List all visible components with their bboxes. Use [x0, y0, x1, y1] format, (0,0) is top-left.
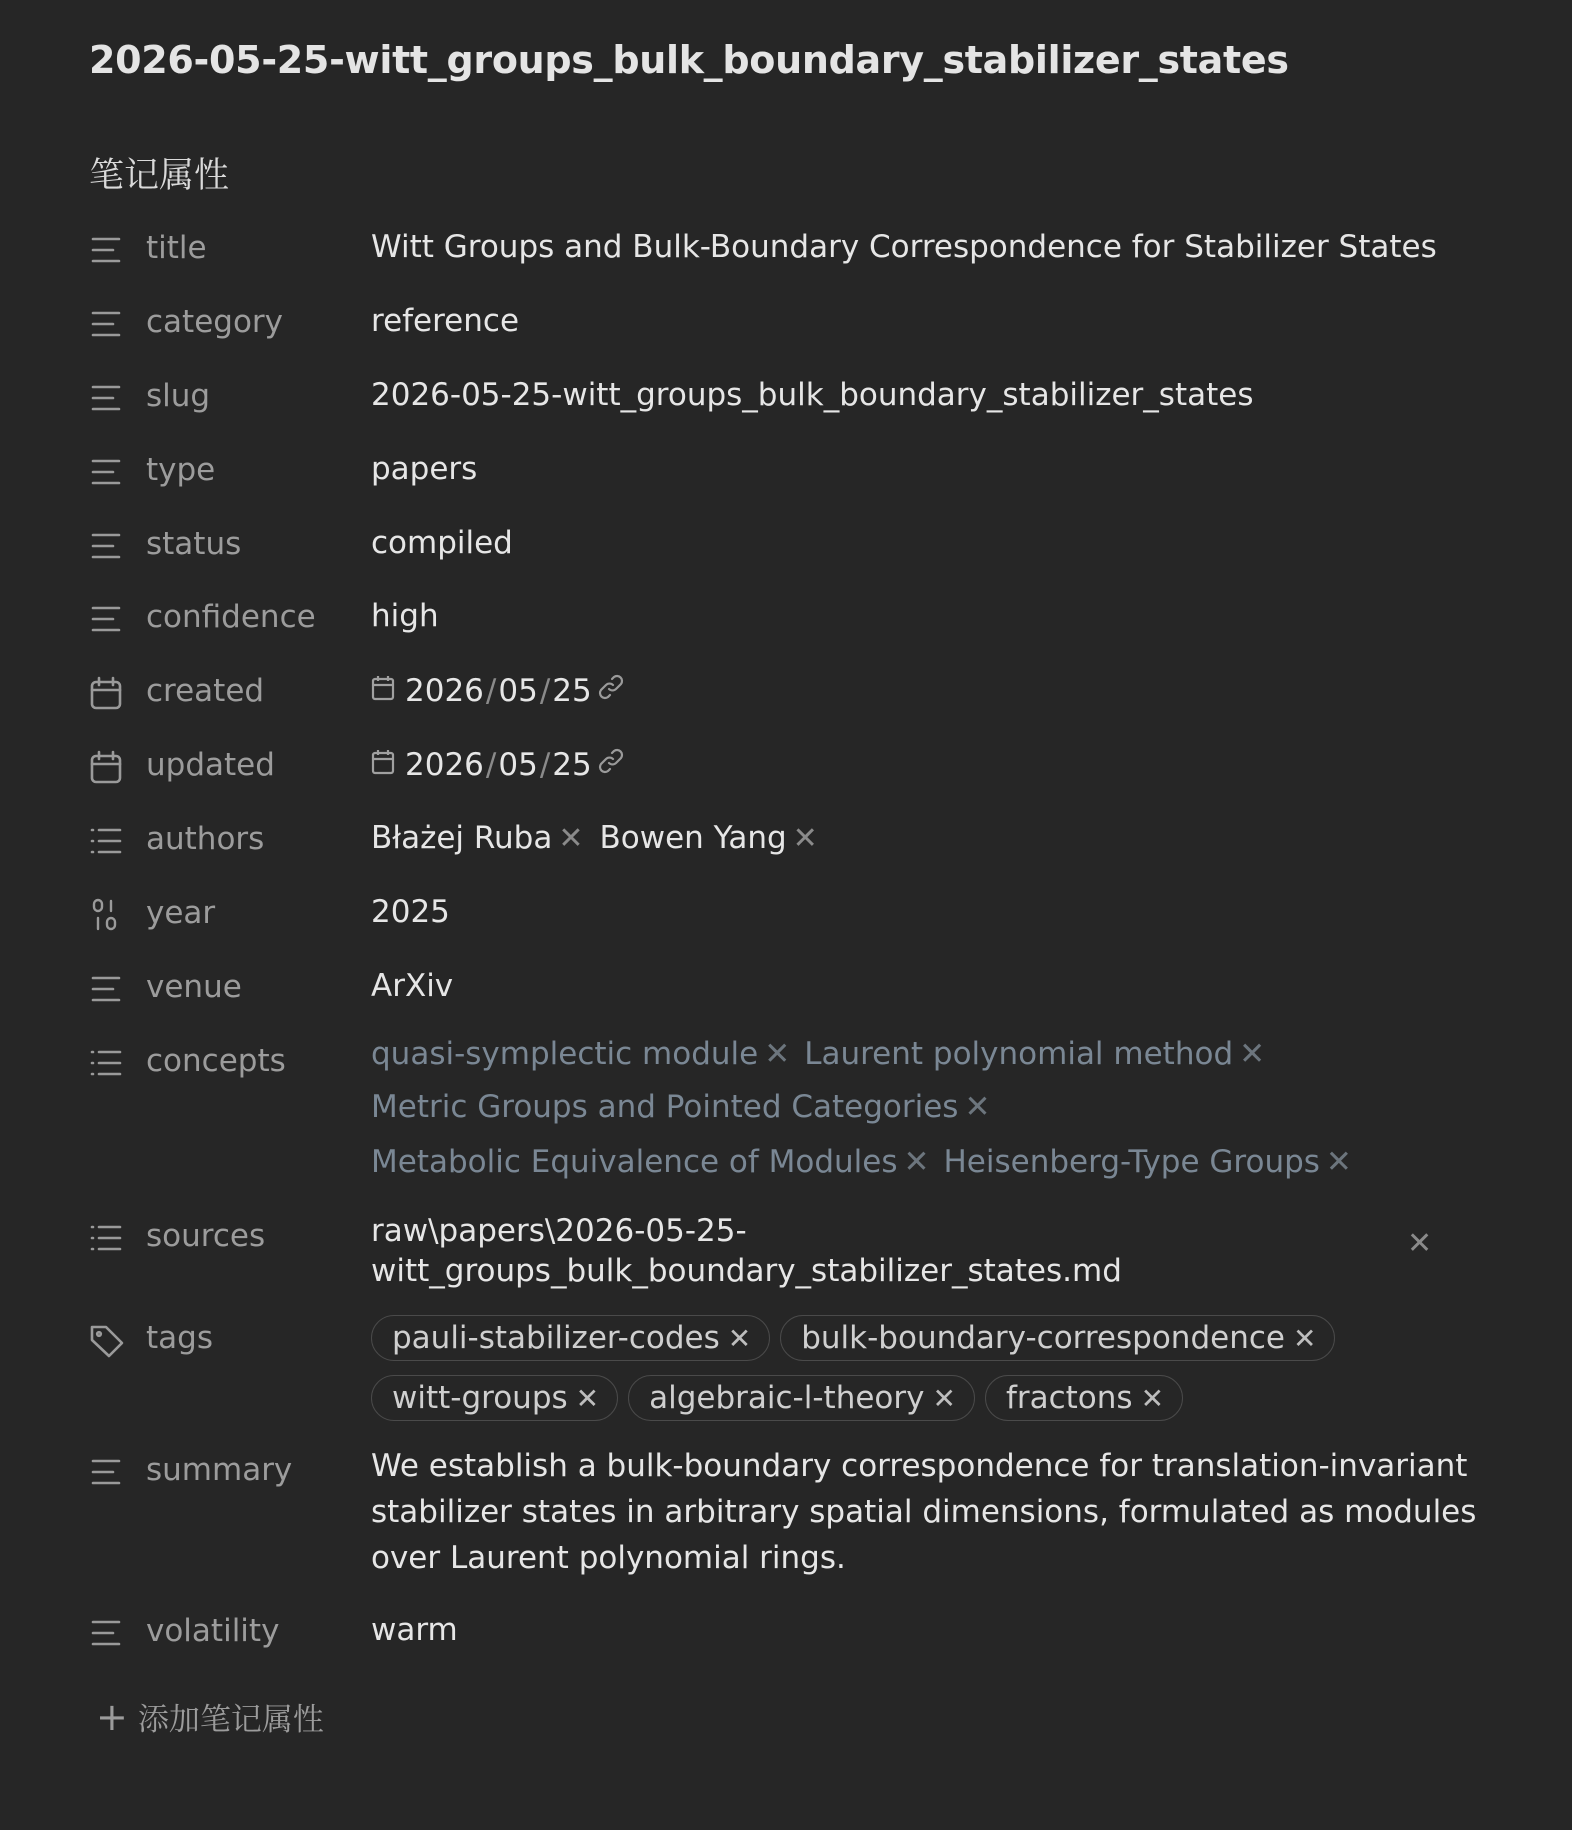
property-key-category[interactable]: category [146, 304, 284, 340]
property-value-slug[interactable]: 2026-05-25-witt_groups_bulk_boundary_stabilizer_states [371, 377, 1254, 413]
remove-icon[interactable]: ✕ [727, 1321, 752, 1355]
list-icon [89, 824, 123, 858]
calendar-small-icon[interactable] [371, 747, 395, 783]
date-input-created[interactable] [371, 672, 626, 710]
author-item[interactable]: Błażej Ruba [371, 820, 553, 856]
text-lines-icon [89, 972, 123, 1006]
tag-label: witt-groups [392, 1380, 568, 1416]
calendar-icon [89, 750, 123, 784]
number-icon [89, 898, 123, 932]
date-day: 25 [552, 747, 592, 783]
text-lines-icon [89, 1616, 123, 1650]
property-value-year[interactable]: 2025 [371, 894, 450, 930]
page-title[interactable]: 2026-05-25-witt_groups_bulk_boundary_stabilizer_states [89, 38, 1289, 82]
plus-icon: + [96, 1694, 128, 1739]
date-separator: / [485, 673, 497, 709]
calendar-small-icon[interactable] [371, 673, 395, 709]
property-value-title[interactable]: Witt Groups and Bulk-Boundary Correspondence for Stabilizer States [371, 229, 1437, 265]
remove-icon[interactable]: ✕ [1407, 1226, 1433, 1261]
tags-line [371, 1315, 1345, 1361]
link-icon[interactable] [596, 672, 626, 710]
date-day: 25 [552, 673, 592, 709]
property-key-sources[interactable]: sources [146, 1218, 266, 1254]
text-lines-icon [89, 529, 123, 563]
tag-chip[interactable] [371, 1315, 770, 1361]
add-property-button[interactable] [96, 1694, 324, 1739]
property-key-updated[interactable]: updated [146, 747, 275, 783]
remove-icon[interactable]: ✕ [932, 1381, 956, 1415]
text-lines-icon [89, 381, 123, 415]
add-property-label: 添加笔记属性 [137, 1702, 324, 1738]
remove-icon[interactable]: ✕ [558, 821, 584, 856]
properties-section-title: 笔记属性 [89, 156, 230, 196]
property-value-summary[interactable]: We establish a bulk-boundary correspondence for translation-invariant stabilizer states in arbitrary spatial dimensions, formulated as modules over Laurent polynomial rings. [371, 1448, 1477, 1576]
property-key-authors[interactable]: authors [146, 821, 265, 857]
source-line: raw\papers\2026-05-25- [371, 1213, 747, 1249]
remove-icon[interactable]: ✕ [1325, 1144, 1352, 1180]
tag-chip[interactable] [371, 1375, 618, 1421]
text-lines-icon [89, 233, 123, 267]
remove-icon[interactable]: ✕ [1292, 1321, 1317, 1355]
property-key-volatility[interactable]: volatility [146, 1613, 280, 1649]
tag-label: fractons [1005, 1380, 1133, 1416]
author-item[interactable]: Bowen Yang [599, 820, 787, 856]
property-key-summary[interactable]: summary [146, 1452, 293, 1488]
date-separator: / [539, 673, 551, 709]
concept-link[interactable]: Heisenberg-Type Groups [943, 1144, 1320, 1180]
property-key-concepts[interactable]: concepts [146, 1043, 286, 1079]
text-lines-icon [89, 1455, 123, 1489]
remove-icon[interactable]: ✕ [903, 1144, 930, 1180]
property-value-confidence[interactable]: high [371, 598, 439, 634]
remove-icon[interactable]: ✕ [792, 821, 818, 856]
date-input-updated[interactable] [371, 746, 626, 784]
text-lines-icon [89, 455, 123, 489]
property-value-type[interactable]: papers [371, 451, 478, 487]
remove-icon[interactable]: ✕ [575, 1381, 600, 1415]
calendar-icon [89, 676, 123, 710]
property-value-volatility[interactable]: warm [371, 1612, 458, 1648]
property-key-venue[interactable]: venue [146, 969, 242, 1005]
concept-link[interactable]: Metric Groups and Pointed Categories [371, 1089, 959, 1125]
property-key-title[interactable]: title [146, 230, 207, 266]
remove-icon[interactable]: ✕ [1239, 1036, 1266, 1072]
tag-icon [89, 1323, 123, 1357]
text-lines-icon [89, 602, 123, 636]
tag-chip[interactable] [985, 1375, 1183, 1421]
date-year: 2026 [405, 673, 484, 709]
property-key-created[interactable]: created [146, 673, 265, 709]
concept-link[interactable]: Metabolic Equivalence of Modules [371, 1144, 898, 1180]
date-month: 05 [498, 747, 538, 783]
source-line: witt_groups_bulk_boundary_stabilizer_states.md [371, 1253, 1122, 1289]
date-month: 05 [498, 673, 538, 709]
tag-label: pauli-stabilizer-codes [392, 1320, 720, 1356]
property-key-slug[interactable]: slug [146, 378, 211, 414]
authors-list [371, 820, 834, 856]
property-key-year[interactable]: year [146, 895, 216, 931]
tag-chip[interactable] [628, 1375, 975, 1421]
list-icon [89, 1221, 123, 1255]
concepts-line [371, 1036, 1279, 1072]
remove-icon[interactable]: ✕ [1140, 1381, 1165, 1415]
property-value-status[interactable]: compiled [371, 525, 513, 561]
tag-label: bulk-boundary-correspondence [801, 1320, 1285, 1356]
text-lines-icon [89, 307, 123, 341]
list-icon [89, 1046, 123, 1080]
date-separator: / [485, 747, 497, 783]
property-key-tags[interactable]: tags [146, 1320, 213, 1356]
remove-icon[interactable]: ✕ [964, 1089, 991, 1125]
concept-link[interactable]: quasi-symplectic module [371, 1036, 759, 1072]
property-key-status[interactable]: status [146, 526, 242, 562]
property-key-type[interactable]: type [146, 452, 216, 488]
date-separator: / [539, 747, 551, 783]
remove-icon[interactable]: ✕ [764, 1036, 791, 1072]
tags-line [371, 1375, 1193, 1421]
property-value-venue[interactable]: ArXiv [371, 968, 454, 1004]
source-item[interactable] [371, 1211, 1122, 1291]
link-icon[interactable] [596, 746, 626, 784]
concepts-line [371, 1144, 1366, 1180]
tag-chip[interactable] [780, 1315, 1335, 1361]
concept-link[interactable]: Laurent polynomial method [804, 1036, 1234, 1072]
property-key-confidence[interactable]: confidence [146, 599, 316, 635]
tag-label: algebraic-l-theory [649, 1380, 925, 1416]
concepts-line [371, 1089, 1004, 1125]
property-value-category[interactable]: reference [371, 303, 520, 339]
date-year: 2026 [405, 747, 484, 783]
